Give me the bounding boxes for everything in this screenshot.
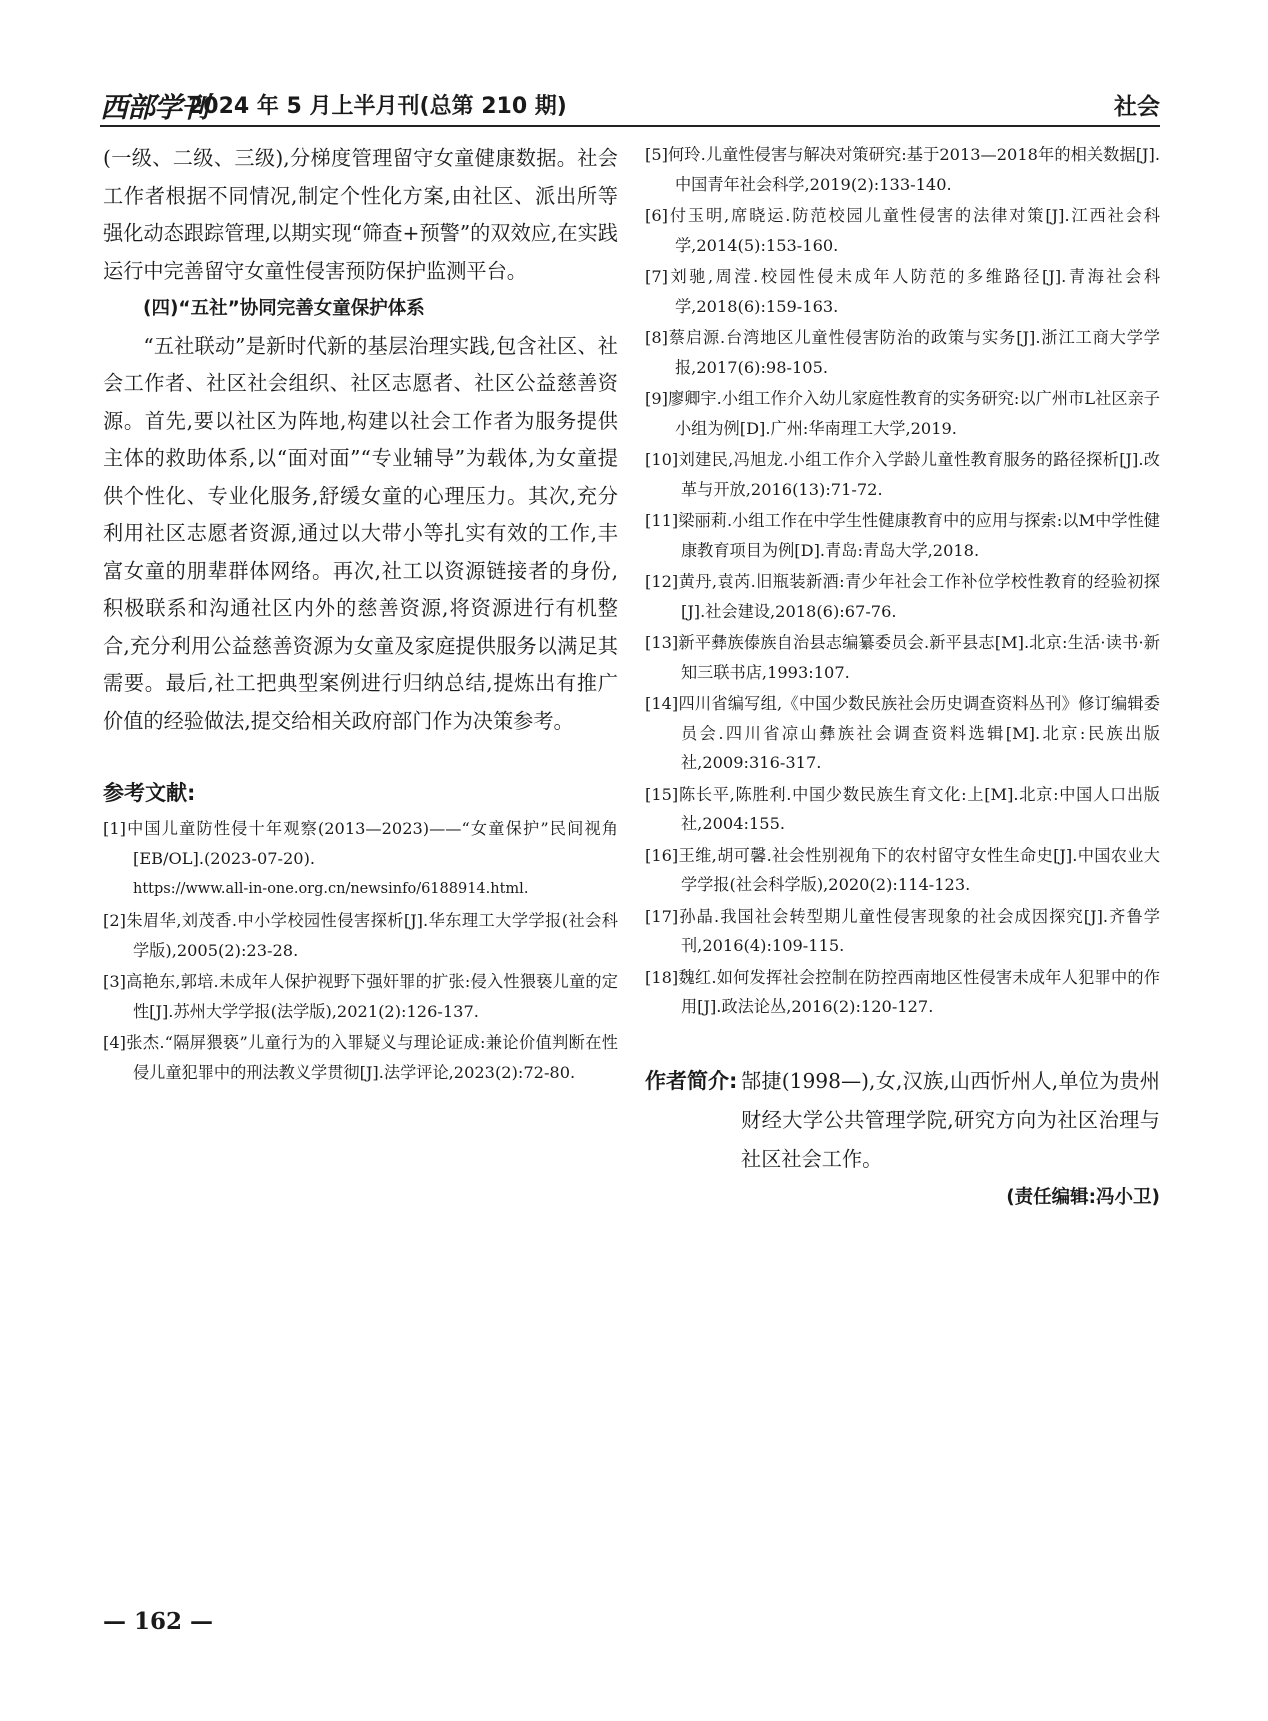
body-paragraph-2: “五社联动”是新时代新的基层治理实践,包含社区、社会工作者、社区社会组织、社区志愿者、社区公益慈善资源。首先,要以社区为阵地,构建以社会工作者为服务提供主体的救助体系,以“面对面”“专业辅导”为载体,为女童提供个性化、专业化服务,舒缓女童的心理压力。其次,充分利用社区志愿者资源,通过以大带小等扎实有效的工作,丰富女童的朋辈群体网络。再次,社工以资源链接者的身份,积极联系和沟通社区内外的慈善资源,将资源进行有机整合,充分利用公益慈善资源为女童及家庭提供服务以满足其需要。最后,社工把典型案例进行归纳总结,提炼出有推广价值的经验做法,提交给相关政府部门作为决策参考。 (103, 333, 618, 733)
page-number: — 162 — (103, 1608, 214, 1635)
reference-item: [3]高艳东,郭培.未成年人保护视野下强奸罪的扩张:侵入性猥亵儿童的定性[J].苏州大学学报(法学版),2021(2):126-137. (103, 972, 618, 1021)
reference-item: [12]黄丹,袁芮.旧瓶装新酒:青少年社会工作补位学校性教育的经验初探[J].社会建设,2018(6):67-76. (645, 572, 1160, 621)
references-heading: 参考文献: (103, 781, 196, 805)
reference-item: [4]张杰.“隔屏猥亵”儿童行为的入罪疑义与理论证成:兼论价值判断在性侵儿童犯罪中的刑法教义学贯彻[J].法学评论,2023(2):72-80. (103, 1033, 618, 1082)
reference-url[interactable]: https://www.all-in-one.org.cn/newsinfo/6188914.html. (133, 881, 529, 897)
reference-item: [14]四川省编写组,《中国少数民族社会历史调查资料丛刊》修订编辑委员会.四川省凉山彝族社会调查资料选辑[M].北京:民族出版社,2009:316-317. (645, 694, 1160, 772)
body-paragraph-1: (一级、二级、三级),分梯度管理留守女童健康数据。社会工作者根据不同情况,制定个性化方案,由社区、派出所等强化动态跟踪管理,以期实现“筛查+预警”的双效应,在实践运行中完善留守女童性侵害预防保护监测平台。 (103, 146, 618, 283)
issue-info: 2024 年 5 月上半月刊(总第 210 期) (188, 94, 567, 119)
reference-item: [13]新平彝族傣族自治县志编纂委员会.新平县志[M].北京:生活·读书·新知三联书店,1993:107. (645, 633, 1160, 682)
reference-item: [15]陈长平,陈胜利.中国少数民族生育文化:上[M].北京:中国人口出版社,2004:155. (645, 784, 1160, 833)
section-label: 社会 (1114, 94, 1160, 120)
reference-item: [6]付玉明,席晓运.防范校园儿童性侵害的法律对策[J].江西社会科学,2014(5):153-160. (645, 206, 1160, 255)
running-header (100, 86, 1160, 122)
reference-item: [8]蔡启源.台湾地区儿童性侵害防治的政策与实务[J].浙江工商大学学报,2017(6):98-105. (645, 328, 1160, 377)
left-column (103, 140, 618, 1089)
author-bio-text: 郜捷(1998—),女,汉族,山西忻州人,单位为贵州财经大学公共管理学院,研究方向为社区治理与社区社会工作。 (741, 1068, 1160, 1171)
author-bio (645, 1062, 1160, 1179)
reference-item: [1]中国儿童防性侵十年观察(2013—2023)——“女童保护”民间视角[EB/OL].(2023-07-20). (103, 819, 618, 868)
reference-item: [7]刘驰,周滢.校园性侵未成年人防范的多维路径[J].青海社会科学,2018(6):159-163. (645, 267, 1160, 316)
section-subheading: (四)“五社”协同完善女童保护体系 (143, 298, 425, 319)
header-rule (100, 125, 1160, 127)
reference-item: [9]廖卿宇.小组工作介入幼儿家庭性教育的实务研究:以广州市L社区亲子小组为例[D].广州:华南理工大学,2019. (645, 389, 1160, 438)
responsible-editor: (责任编辑:冯小卫) (1006, 1186, 1160, 1208)
reference-item: [18]魏红.如何发挥社会控制在防控西南地区性侵害未成年人犯罪中的作用[J].政法论丛,2016(2):120-127. (645, 967, 1160, 1016)
author-bio-label: 作者简介: (645, 1068, 738, 1093)
reference-item: [17]孙晶.我国社会转型期儿童性侵害现象的社会成因探究[J].齐鲁学刊,2016(4):109-115. (645, 906, 1160, 955)
reference-item: [5]何玲.儿童性侵害与解决对策研究:基于2013—2018年的相关数据[J].中国青年社会科学,2019(2):133-140. (645, 145, 1160, 194)
journal-logo: 西部学刊 (100, 91, 209, 124)
reference-item: [2]朱眉华,刘茂香.中小学校园性侵害探析[J].华东理工大学学报(社会科学版),2005(2):23-28. (103, 911, 618, 960)
reference-item: [10]刘建民,冯旭龙.小组工作介入学龄儿童性教育服务的路径探析[J].改革与开放,2016(13):71-72. (645, 450, 1160, 499)
reference-item: [16]王维,胡可馨.社会性别视角下的农村留守女性生命史[J].中国农业大学学报(社会科学版),2020(2):114-123. (645, 845, 1160, 894)
reference-item: [11]梁丽莉.小组工作在中学生性健康教育中的应用与探索:以M中学性健康教育项目为例[D].青岛:青岛大学,2018. (645, 511, 1160, 560)
right-column (645, 140, 1160, 1215)
